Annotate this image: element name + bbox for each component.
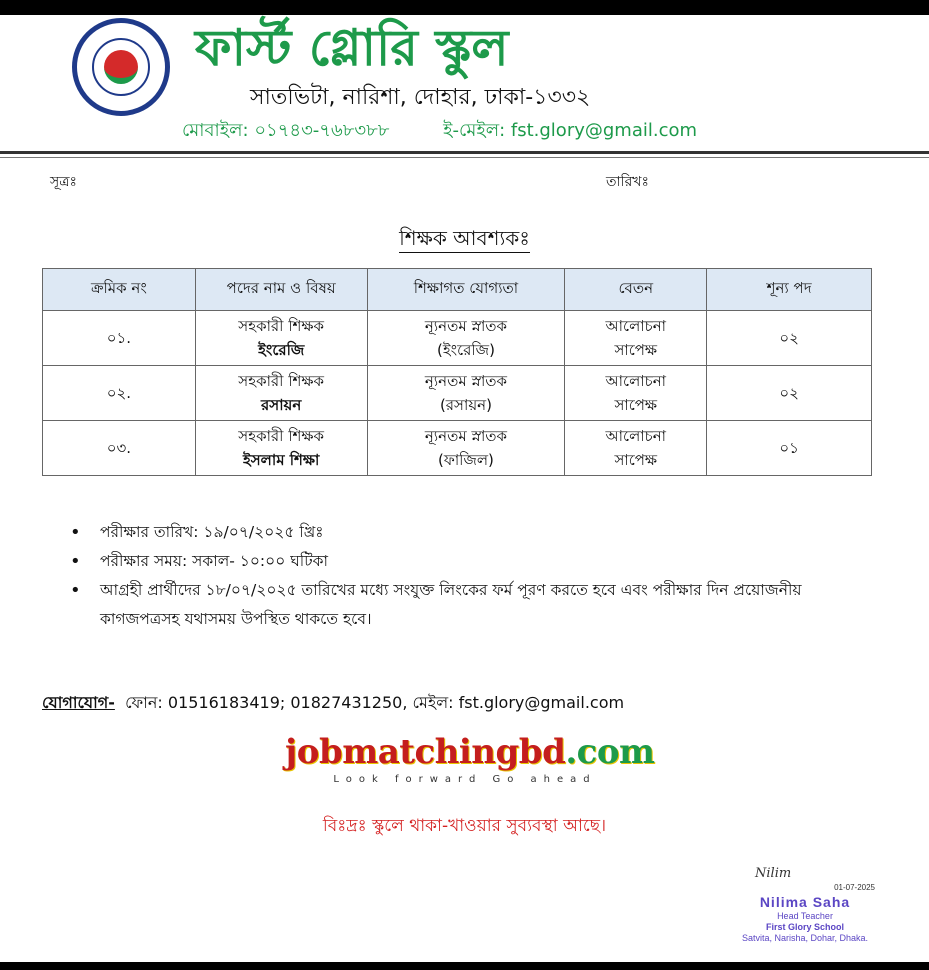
salary-cell [565,421,707,476]
signatory-school: First Glory School [765,922,844,932]
salary: সাপেক্ষ [614,451,658,469]
post-cell [195,311,367,366]
top-bar [0,0,929,15]
vacancy-cell: ০১ [707,421,872,476]
school-name: ফার্স্ট গ্লোরি স্কুল [195,19,509,77]
signature-block [725,866,885,944]
subject: ইসলাম শিক্ষা [242,451,320,469]
mobile-number: মোবাইল: ০১৭৪৩-৭৬৮৩৮৮ [182,120,390,141]
qualification-cell [367,366,565,421]
watermark-logo [285,732,655,786]
col-header: ক্রমিক নং [43,269,196,311]
watermark-tld: .com [565,732,655,772]
post-cell [195,421,367,476]
salary: আলোচনা [605,427,666,445]
qualification-subject: (রসায়ন) [439,396,492,414]
salary: আলোচনা [605,317,666,335]
table-row [43,366,872,421]
vacancy-cell: ০২ [707,311,872,366]
post-cell [195,366,367,421]
salary: সাপেক্ষ [614,396,658,414]
vacancy-table [42,268,872,476]
divider [0,151,929,154]
col-header: শিক্ষাগত যোগ্যতা [367,269,565,311]
page-title [0,224,929,257]
salary-cell [565,366,707,421]
signature: Nilim [755,866,792,881]
school-logo [72,18,170,116]
post-name: সহকারী শিক্ষক [238,317,325,335]
signatory-name: Nilima Saha [759,894,851,910]
qualification-cell [367,421,565,476]
vacancy-cell: ০২ [707,366,872,421]
header-email: ই-মেইল: fst.glory@gmail.com [443,120,698,141]
table-row [43,311,872,366]
header-contact [182,119,697,143]
serial-cell: ০২. [43,366,196,421]
qualification-cell [367,311,565,366]
qualification-subject: (ইংরেজি) [436,341,495,359]
contact-text: ফোন: 01516183419; 01827431250, মেইল: fst.glory@gmail.com [125,693,625,712]
qualification: ন্যূনতম স্নাতক [424,372,508,390]
date-label: তারিখঃ [606,174,649,190]
qualification: ন্যূনতম স্নাতক [424,317,508,335]
contact-line [42,692,624,714]
watermark-tagline: Look forward Go ahead [333,774,597,785]
salary: সাপেক্ষ [614,341,658,359]
table-row [43,421,872,476]
bottom-bar [0,962,929,970]
signatory-title: Head Teacher [777,911,833,921]
col-header: শূন্য পদ [707,269,872,311]
instructions-list [70,518,870,634]
signature-date: 01-07-2025 [834,883,875,892]
contact-label: যোগাযোগ- [42,693,115,712]
divider [0,157,929,158]
list-item: • আগ্রহী প্রার্থীদের ১৮/০৭/২০২৫ তারিখের মধ্যে সংযুক্ত লিংকের ফর্ম পূরণ করতে হবে এবং পরীক্ষার দিন প্রয়োজনীয় কাগজপত্রসহ যথাসময় উপস্থিত থাকতে হবে। [70,576,870,634]
post-name: সহকারী শিক্ষক [238,427,325,445]
ref-label: সূত্রঃ [50,174,77,190]
post-name: সহকারী শিক্ষক [238,372,325,390]
signatory-address: Satvita, Narisha, Dohar, Dhaka. [741,933,869,943]
note: বিঃদ্রঃ স্কুলে থাকা-খাওয়ার সুব্যবস্থা আছে। [322,816,607,836]
watermark-brand: jobmatchingbd [285,732,566,772]
col-header: বেতন [565,269,707,311]
subject: রসায়ন [261,396,302,414]
list-item: • পরীক্ষার তারিখ: ১৯/০৭/২০২৫ খ্রিঃ [70,518,870,547]
list-item: • পরীক্ষার সময়: সকাল- ১০:০০ ঘটিকা [70,547,870,576]
school-address: সাতভিটা, নারিশা, দোহার, ঢাকা-১৩৩২ [250,85,591,110]
qualification-subject: (ফাজিল) [438,451,494,469]
serial-cell: ০১. [43,311,196,366]
salary-cell [565,311,707,366]
salary: আলোচনা [605,372,666,390]
serial-cell: ০৩. [43,421,196,476]
col-header: পদের নাম ও বিষয় [195,269,367,311]
heading-text: শিক্ষক আবশ্যকঃ [399,226,530,253]
qualification: ন্যূনতম স্নাতক [424,427,508,445]
subject: ইংরেজি [258,341,305,359]
table-header-row [43,269,872,311]
